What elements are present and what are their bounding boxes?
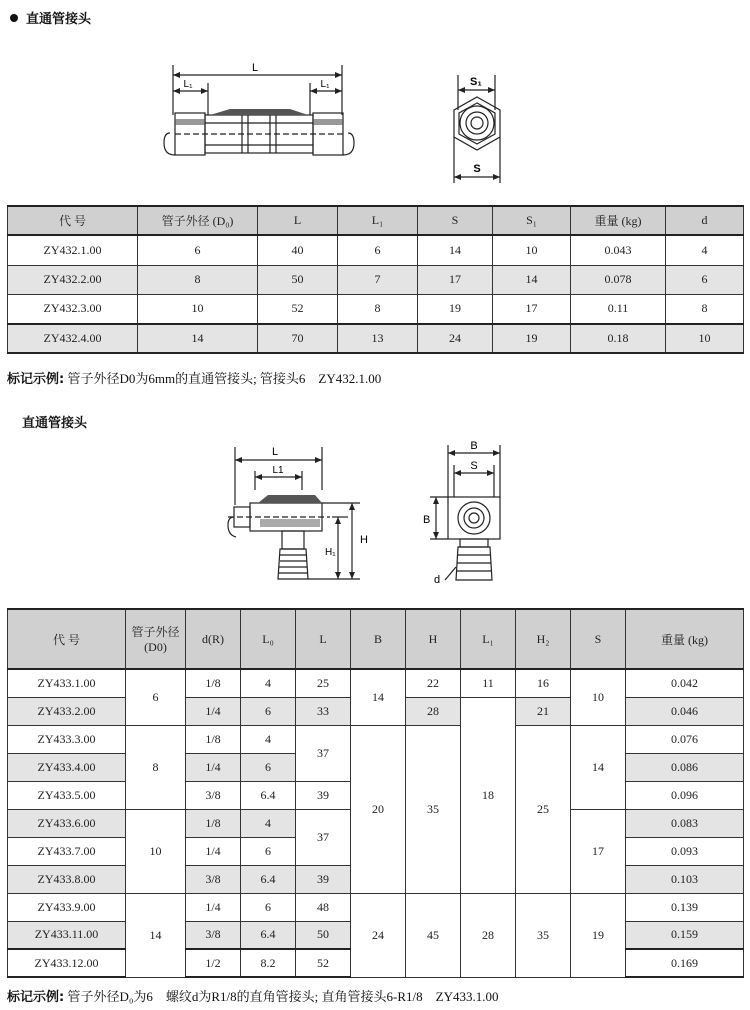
cell-L0: 6 (241, 893, 296, 921)
cell-L1: 11 (461, 669, 516, 697)
cell-S: 14 (571, 725, 626, 809)
cell-code: ZY433.5.00 (8, 781, 126, 809)
cell-code: ZY433.2.00 (8, 697, 126, 725)
cell-H: 35 (406, 725, 461, 893)
cell-weight: 0.103 (626, 865, 744, 893)
section2-title: 直通管接头 (22, 416, 88, 431)
section1-note (7, 368, 381, 387)
cell-B: 14 (351, 669, 406, 725)
cell: 8 (338, 294, 418, 324)
cell-B: 20 (351, 725, 406, 893)
table-row (8, 669, 744, 697)
table-row (8, 265, 744, 294)
cell: 0.18 (571, 324, 666, 353)
cell-L1: 28 (461, 893, 516, 977)
dim-L1-label: L1 (272, 465, 284, 476)
section2-note (7, 986, 498, 1005)
cell-d0: 14 (126, 893, 186, 977)
header-H2: H₂ (516, 609, 571, 669)
section1-table (7, 205, 744, 354)
cell: 10 (493, 235, 571, 265)
cell-weight: 0.093 (626, 837, 744, 865)
dim-H1-label: H₁ (325, 547, 336, 558)
cell: 70 (258, 324, 338, 353)
cell-code: ZY433.8.00 (8, 865, 126, 893)
cell-dR: 1/2 (186, 949, 241, 977)
dim-L-label: L (251, 62, 259, 74)
cell: 24 (418, 324, 493, 353)
header-L0: L₀ (241, 609, 296, 669)
cell-d0: 8 (126, 725, 186, 809)
cell-L: 37 (296, 809, 351, 865)
dim-H-label: H (360, 534, 368, 546)
header-weight: 重量 (kg) (626, 609, 744, 669)
cell-S: 10 (571, 669, 626, 725)
cell-L0: 4 (241, 725, 296, 753)
header-dR: d(R) (186, 609, 241, 669)
cell-L0: 6 (241, 837, 296, 865)
cell-L: 50 (296, 921, 351, 949)
cell-code: ZY433.3.00 (8, 725, 126, 753)
cell: 8 (138, 265, 258, 294)
cell-L0: 6.4 (241, 781, 296, 809)
dim-d-label: d (434, 574, 441, 586)
cell: ZY432.3.00 (8, 294, 138, 324)
cell-L0: 4 (241, 669, 296, 697)
cell: 19 (418, 294, 493, 324)
cell-L0: 6.4 (241, 921, 296, 949)
header-code: 代 号 (8, 206, 138, 235)
cell-code: ZY433.12.00 (8, 949, 126, 977)
table-row (8, 294, 744, 324)
cell-weight: 0.096 (626, 781, 744, 809)
header-pipe-od: 管子外径 (D₀) (138, 206, 258, 235)
cell-L: 52 (296, 949, 351, 977)
cell-dR: 1/8 (186, 725, 241, 753)
cell-dR: 1/4 (186, 893, 241, 921)
dim-L-label: L (271, 446, 279, 458)
note-text: 管子外径D₀为6 螺纹d为R1/8的直角管接头; 直角管接头6-R1/8 ZY433.1.00 (67, 989, 499, 1004)
cell: 7 (338, 265, 418, 294)
dim-L1-left-label: L₁ (183, 79, 193, 90)
cell-H2: 35 (516, 893, 571, 977)
cell-S: 19 (571, 893, 626, 977)
cell-L: 39 (296, 781, 351, 809)
cell: 0.078 (571, 265, 666, 294)
cell-L: 25 (296, 669, 351, 697)
header-code: 代 号 (8, 609, 126, 669)
table-row (8, 235, 744, 265)
cell: 14 (493, 265, 571, 294)
cell-dR: 3/8 (186, 865, 241, 893)
cell-code: ZY433.4.00 (8, 753, 126, 781)
cell-dR: 3/8 (186, 921, 241, 949)
cell-B: 24 (351, 893, 406, 977)
straight-union-diagram (150, 55, 530, 195)
cell-weight: 0.159 (626, 921, 744, 949)
table-row (8, 725, 744, 753)
cell: 0.043 (571, 235, 666, 265)
cell-L0: 8.2 (241, 949, 296, 977)
cell: 52 (258, 294, 338, 324)
cell: 6 (338, 235, 418, 265)
note-label: 标记示例: (7, 372, 65, 387)
dim-S1-label: S₁ (470, 76, 482, 88)
header-L: L (258, 206, 338, 235)
cell-code: ZY433.11.00 (8, 921, 126, 949)
section1-title: 直通管接头 (10, 8, 91, 27)
cell-H2: 21 (516, 697, 571, 725)
header-S: S (571, 609, 626, 669)
header-S1: S₁ (493, 206, 571, 235)
cell: ZY432.2.00 (8, 265, 138, 294)
cell-L0: 6 (241, 697, 296, 725)
cell: 14 (418, 235, 493, 265)
note-label: 标记示例: (7, 990, 65, 1005)
cell-dR: 1/8 (186, 809, 241, 837)
elbow-connector-diagram (220, 435, 550, 595)
cell-H: 22 (406, 669, 461, 697)
header-B: B (351, 609, 406, 669)
cell: 4 (666, 235, 744, 265)
cell: 6 (138, 235, 258, 265)
cell-dR: 1/8 (186, 669, 241, 697)
cell: 8 (666, 294, 744, 324)
dim-S-label: S (470, 460, 478, 472)
cell-weight: 0.042 (626, 669, 744, 697)
cell-weight: 0.046 (626, 697, 744, 725)
section2-table (7, 608, 744, 978)
cell-H2: 25 (516, 725, 571, 893)
cell: 10 (666, 324, 744, 353)
cell-H: 45 (406, 893, 461, 977)
cell-weight: 0.086 (626, 753, 744, 781)
cell-weight: 0.139 (626, 893, 744, 921)
header-L1: L₁ (461, 609, 516, 669)
cell: 17 (418, 265, 493, 294)
cell-dR: 1/4 (186, 753, 241, 781)
cell-dR: 1/4 (186, 697, 241, 725)
cell: 19 (493, 324, 571, 353)
table-row (8, 893, 744, 921)
cell-S: 17 (571, 809, 626, 893)
cell-L1: 18 (461, 697, 516, 893)
cell-L: 39 (296, 865, 351, 893)
cell: ZY432.1.00 (8, 235, 138, 265)
header-pipe-od: 管子外径(D0) (126, 609, 186, 669)
cell: 13 (338, 324, 418, 353)
cell-weight: 0.169 (626, 949, 744, 977)
cell: 10 (138, 294, 258, 324)
cell: 14 (138, 324, 258, 353)
header-d: d (666, 206, 744, 235)
cell: ZY432.4.00 (8, 324, 138, 353)
bullet-icon (10, 14, 18, 22)
cell: 40 (258, 235, 338, 265)
cell-d0: 6 (126, 669, 186, 725)
dim-L1-right-label: L₁ (320, 79, 330, 90)
cell-L: 48 (296, 893, 351, 921)
cell-dR: 3/8 (186, 781, 241, 809)
cell-L0: 6 (241, 753, 296, 781)
cell-weight: 0.083 (626, 809, 744, 837)
header-L1: L₁ (338, 206, 418, 235)
note-text: 管子外径D0为6mm的直通管接头; 管接头6 ZY432.1.00 (67, 371, 382, 386)
cell-code: ZY433.6.00 (8, 809, 126, 837)
header-S: S (418, 206, 493, 235)
dim-B-side-label: B (423, 514, 431, 526)
cell-H: 28 (406, 697, 461, 725)
cell: 50 (258, 265, 338, 294)
cell-H2: 16 (516, 669, 571, 697)
cell: 0.11 (571, 294, 666, 324)
table-row (8, 324, 744, 353)
header-H: H (406, 609, 461, 669)
header-weight: 重量 (kg) (571, 206, 666, 235)
cell: 6 (666, 265, 744, 294)
cell-weight: 0.076 (626, 725, 744, 753)
cell-dR: 1/4 (186, 837, 241, 865)
cell-L0: 4 (241, 809, 296, 837)
header-L: L (296, 609, 351, 669)
dim-B-top-label: B (470, 440, 478, 452)
dim-S-label: S (473, 163, 481, 175)
cell-L: 37 (296, 725, 351, 781)
cell-code: ZY433.1.00 (8, 669, 126, 697)
cell-code: ZY433.7.00 (8, 837, 126, 865)
cell-L0: 6.4 (241, 865, 296, 893)
cell-d0: 10 (126, 809, 186, 893)
cell: 17 (493, 294, 571, 324)
cell-code: ZY433.9.00 (8, 893, 126, 921)
cell-L: 33 (296, 697, 351, 725)
